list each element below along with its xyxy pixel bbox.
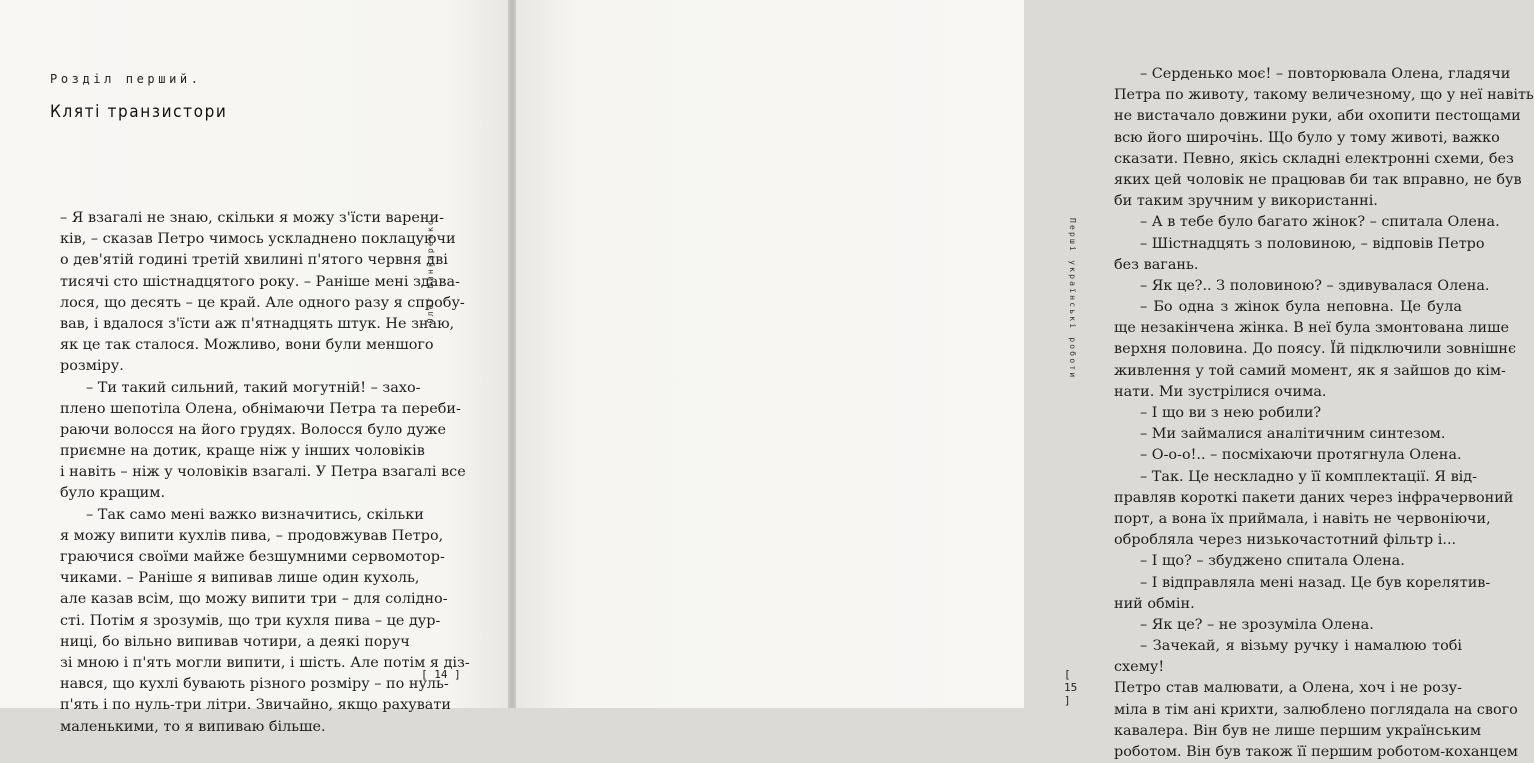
text-line: я можу випити кухлів пива, – продовжував Петро, <box>60 527 444 544</box>
text-line: нався, що кухлі бувають різного розміру – по нуль- <box>60 676 449 693</box>
chapter-title: Кляті транзистори <box>50 102 228 122</box>
text-line: – І що? – збуджено спитала Олена. <box>1140 553 1405 570</box>
text-line: схему! <box>1114 659 1165 676</box>
text-line: – Як це?.. З половиною? – здивувалася Олена. <box>1140 277 1490 294</box>
section-label: Розділ перший. <box>50 72 202 86</box>
text-line: о дев'ятій годині третій хвилині п'ятого червня дві <box>60 252 448 269</box>
text-line: приємне на дотик, краще ніж у інших чоловіків <box>60 443 425 460</box>
text-line: вав, і вдалося з'їсти аж п'ятнадцять штук. Не знаю, <box>60 315 455 332</box>
text-line: чиками. – Раніше я випивав лише один кухоль, <box>60 570 420 587</box>
text-line: тисячі сто шістнадцятого року. – Раніше мені здава- <box>60 273 460 290</box>
text-line: розміру. <box>60 358 124 375</box>
right-page <box>516 0 1534 760</box>
text-line: яких цей чоловік не працював би так вправно, не був <box>1114 171 1522 188</box>
text-line: лося, що десять – це край. Але одного разу я спробу- <box>60 294 465 311</box>
text-line: – Шістнадцять з половиною, – відповів Петро <box>1140 235 1485 252</box>
text-line: ще незакінчена жінка. В неї була змонтована лише <box>1114 320 1509 337</box>
right-running-head: Перші українські роботи <box>1068 218 1077 380</box>
text-line: ний обмін. <box>1114 595 1195 612</box>
text-line: Петро став малювати, а Олена, хоч і не розу- <box>1114 680 1462 697</box>
text-line: без вагань. <box>1114 256 1199 273</box>
text-line: обробляла через низькочастотний фільтр і... <box>1114 532 1457 549</box>
text-line: – Зачекай, я візьму ручку і намалюю тобі <box>1140 638 1462 655</box>
right-body-text <box>1114 64 1534 763</box>
text-line: – Ми займалися аналітичним синтезом. <box>1140 426 1446 443</box>
text-line: і навіть – ніж у чоловіків взагалі. У Петра взагалі все <box>60 464 466 481</box>
text-line: міла в тім ані крихти, залюблено поглядала на свого <box>1114 701 1518 718</box>
text-line: – О-о-о!.. – посміхаючи протягнула Олена. <box>1140 447 1462 464</box>
text-line: плено шепотіла Олена, обнімаючи Петра та переби- <box>60 400 461 417</box>
right-page-number: [ 15 ] <box>1064 668 1078 707</box>
text-line: – Серденько моє! – повторювала Олена, гладячи <box>1140 66 1511 82</box>
text-line: як це так сталося. Можливо, вони були меншого <box>60 337 434 354</box>
text-line: не вистачало довжини руки, аби охопити пестощами <box>1114 108 1521 125</box>
text-line: – І що ви з нею робили? <box>1140 405 1322 421</box>
left-page <box>0 0 508 735</box>
text-line: – Як це? – не зрозуміла Олена. <box>1140 616 1374 633</box>
text-line: би таким зручним у використанні. <box>1114 193 1378 210</box>
text-line: сті. Потім я зрозумів, що три кухля пива – це дур- <box>60 612 441 629</box>
text-line: верхня половина. До поясу. Їй підключили зовнішнє <box>1114 341 1517 358</box>
text-line: Петра по животу, такому величезному, що у неї навіть <box>1114 87 1534 104</box>
text-line: – Так само мені важко визначитись, скільки <box>86 506 424 523</box>
text-line: сказати. Певно, якісь складні електронні схеми, без <box>1114 150 1514 167</box>
text-line: – Бо одна з жінок була неповна. Це була <box>1140 299 1462 316</box>
text-line: ниці, бо вільно випивав чотири, а деякі поруч <box>60 633 410 650</box>
text-line: було кращим. <box>60 485 166 502</box>
text-line: нати. Ми зустрілися очима. <box>1114 383 1327 400</box>
text-line: раючи волосся на його грудях. Волосся було дуже <box>60 421 446 438</box>
text-line: – А в тебе було багато жінок? – спитала Олена. <box>1140 214 1500 231</box>
text-line: всю його широчінь. Що було у тому животі, важко <box>1114 129 1500 146</box>
text-line: кавалера. Він був не лише першим українським <box>1114 722 1482 739</box>
text-line: порт, а вона їх приймала, і навіть не червоніючи, <box>1114 510 1491 527</box>
text-line: – Так. Це нескладно у її комплектації. Я від- <box>1140 468 1477 485</box>
text-line: роботом. Він був також її першим роботом-коханцем <box>1114 744 1518 760</box>
text-line: маленькими, то я випиваю більше. <box>60 718 326 735</box>
text-line: – І відправляла мені назад. Це був корелятив- <box>1140 574 1491 591</box>
text-line: – Я взагалі не знаю, скільки я можу з'їсти варени- <box>60 210 444 226</box>
text-line: – Ти такий сильний, такий могутній! – захо- <box>86 379 421 396</box>
left-page-number: [ 14 ] <box>421 668 461 681</box>
book-gutter <box>508 0 516 708</box>
text-line: граючися своїми майже безшумними сервомотор- <box>60 549 445 565</box>
text-line: п'ять і по нуль-три літри. Звичайно, якщо рахувати <box>60 697 451 714</box>
text-line: живлення у той самий момент, як я зайшов до кім- <box>1114 362 1506 379</box>
left-running-head: Олег Шинкаренко <box>426 218 435 324</box>
text-line: зі мною і п'ять могли випити, і шість. Але потім я діз- <box>60 654 470 671</box>
text-line: ків, – сказав Петро чимось ускладнено поклацуючи <box>60 231 456 248</box>
text-line: але казав всім, що можу випити три – для солідно- <box>60 591 448 608</box>
text-line: правляв короткі пакети даних через інфрачервоний <box>1114 489 1514 506</box>
